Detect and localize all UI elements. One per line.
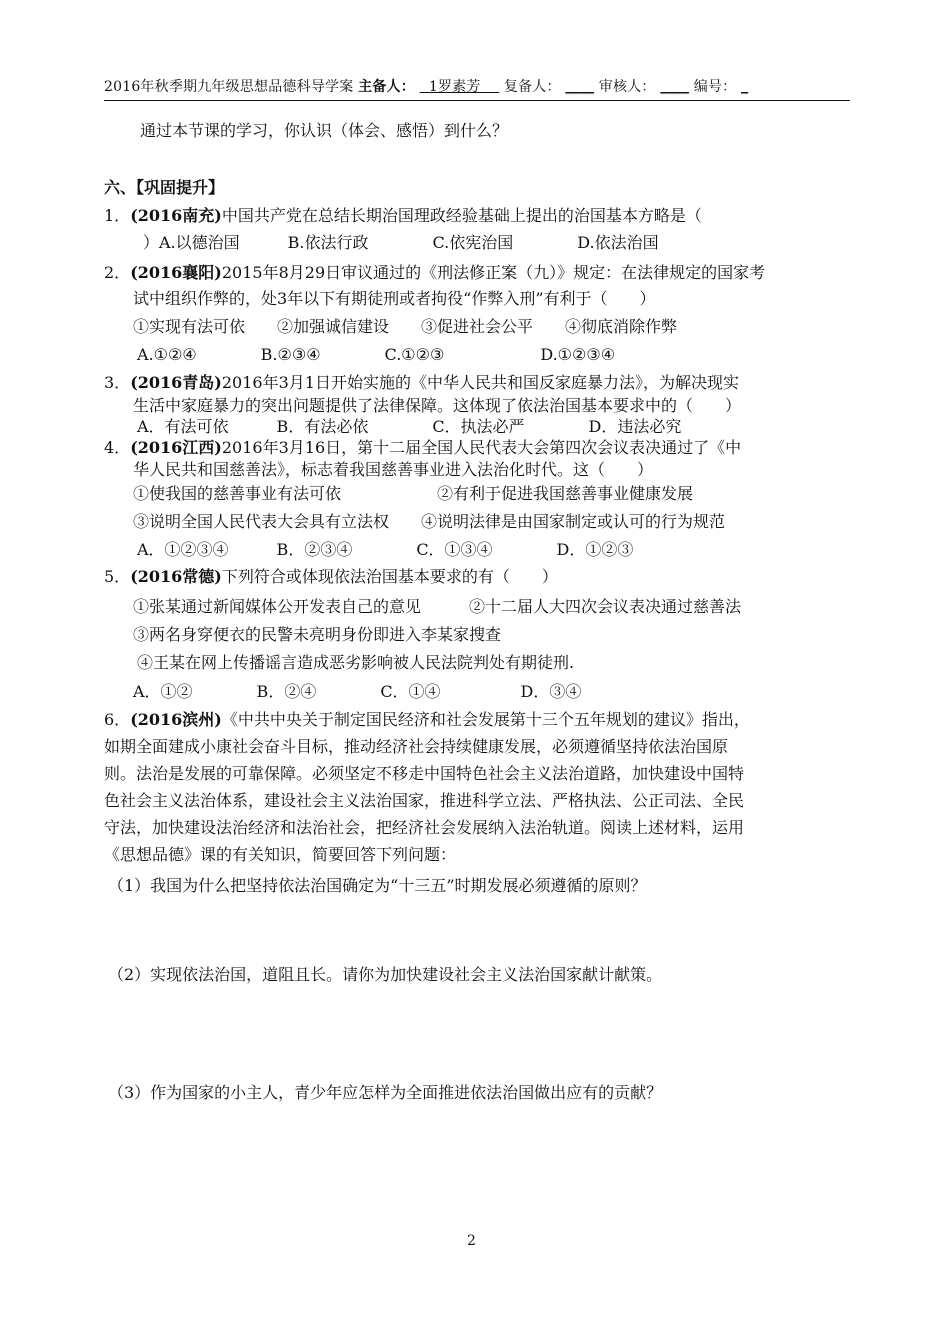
question-4: 4．(2016江西)2016年3月16日，第十二届全国人民代表大会第四次会议表决通过了《中 [104,438,742,457]
question-3-line-2: 生活中家庭暴力的突出问题提供了法律保障。这体现了依法治国基本要求中的（ ） [133,396,742,415]
section-title: 六、【巩固提升】 [104,178,225,197]
question-5-items-2: ③两名身穿便衣的民警未亮明身份即进入李某家搜查 [133,625,502,644]
preparer-label: 主备人： [358,79,415,95]
question-4-items-1: ①使我国的慈善事业有法可依 ②有利于促进我国慈善事业健康发展 [133,484,694,503]
header-title: 2016年秋季期九年级思想品德科导学案 [104,79,354,95]
question-4-items-2: ③说明全国人民代表大会具有立法权 ④说明法律是由国家制定或认可的行为规范 [133,512,726,531]
question-6-sub-2: （2）实现依法治国，道阻且长。请你为加快建设社会主义法治国家献计献策。 [108,965,663,984]
question-1: 1．(2016南充)中国共产党在总结长期治国理政经验基础上提出的治国基本方略是（ [104,206,702,225]
preparer-name: 1罗素芳 [428,79,481,95]
reflection-prompt: 通过本节课的学习，你认识（体会、感悟）到什么？ [140,121,509,140]
question-5-items-3: ④王某在网上传播谣言造成恶劣影响被人民法院判处有期徒刑. [137,653,575,672]
reviewer-label: 复备人： [503,79,561,95]
question-2: 2．(2016襄阳)2015年8月29日审议通过的《刑法修正案（九）》规定：在法律规定的国家考 [104,263,766,282]
question-3: 3．(2016青岛)2016年3月1日开始实施的《中华人民共和国反家庭暴力法》，为解决现实 [104,373,739,392]
question-4-options: A．①②③④ B．②③④ C．①③④ D．①②③ [137,540,634,559]
question-5-options: A．①② B．②④ C．①④ D．③④ [133,682,582,701]
question-6-line-6: 《思想品德》课的有关知识，简要回答下列问题： [104,845,457,864]
question-6-line-5: 守法，加快建设法治经济和法治社会，把经济社会发展纳入法治轨道。阅读上述材料，运用 [104,818,745,837]
header-divider [104,100,850,101]
question-4-line-2: 华人民共和国慈善法》，标志着我国慈善事业进入法治化时代。这（ ） [133,460,654,479]
question-2-line-2: 试中组织作弊的，处3年以下有期徒刑或者拘役“作弊入刑”有利于（ ） [133,289,656,308]
question-6-line-2: 如期全面建成小康社会奋斗目标，推动经济社会持续健康发展，必须遵循坚持依法治国原 [104,737,729,756]
question-6-sub-1: （1）我国为什么把坚持依法治国确定为“十三五”时期发展必须遵循的原则？ [108,876,647,895]
page-number: 2 [467,1233,476,1249]
question-6: 6．(2016滨州)《中共中央关于制定国民经济和社会发展第十三个五年规划的建议》指出， [104,710,750,729]
question-1-options: ）A.以德治国 B.依法行政 C.依宪治国 D.依法治国 [143,233,659,252]
question-3-options: A．有法可依 B．有法必依 C．执法必严 D．违法必究 [137,417,682,436]
number-blank: _ [741,79,749,95]
question-2-items: ①实现有法可依 ②加强诚信建设 ③促进社会公平 ④彻底消除作弊 [133,317,678,336]
number-label: 编号： [693,79,737,95]
question-6-line-4: 色社会主义法治体系，建设社会主义法治国家，推进科学立法、严格执法、公正司法、全民 [104,791,745,810]
question-6-sub-3: （3）作为国家的小主人，青少年应怎样为全面推进依法治国做出应有的贡献？ [108,1083,663,1102]
question-6-line-3: 则。法治是发展的可靠保障。必须坚定不移走中国特色社会主义法治道路，加快建设中国特 [104,764,745,783]
question-5-items-1: ①张某通过新闻媒体公开发表自己的意见 ②十二届人大四次会议表决通过慈善法 [133,597,742,616]
reviewer-blank: ____ [565,79,595,95]
page-header [104,76,848,98]
checker-blank: ____ [660,79,690,95]
question-2-options: A.①②④ B.②③④ C.①②③ D.①②③④ [137,345,616,364]
question-5: 5．(2016常德)下列符合或体现依法治国基本要求的有（ ） [104,567,558,586]
checker-label: 审核人： [598,79,656,95]
